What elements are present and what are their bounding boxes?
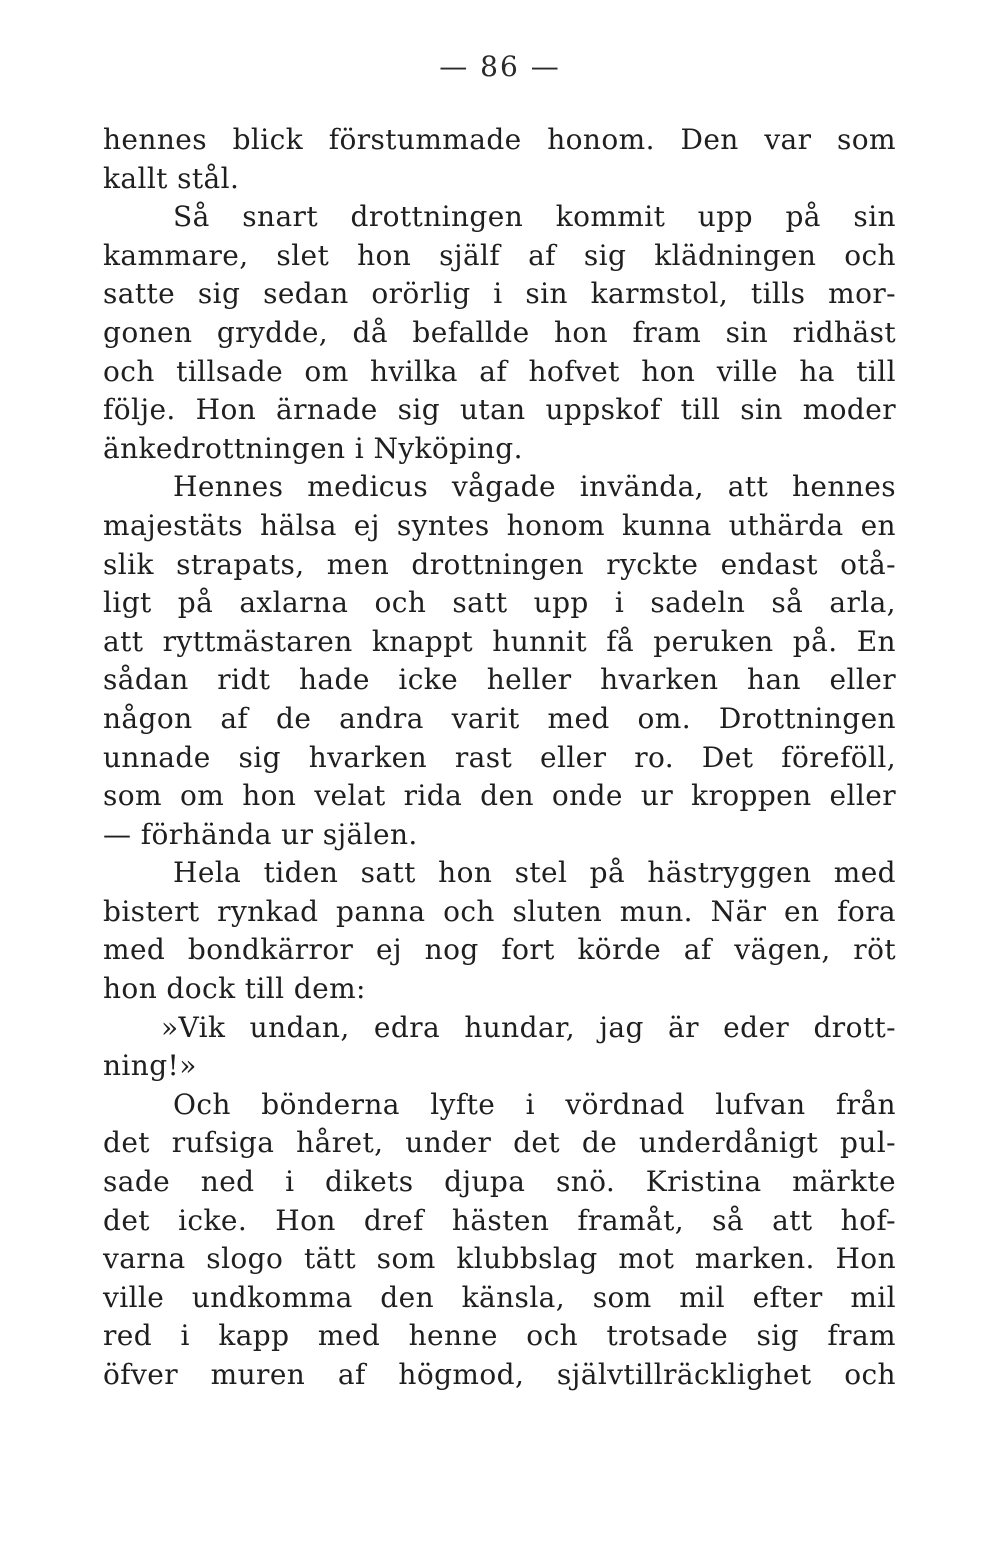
text-line: varna slogo tätt som klubbslag mot marken. Hon — [103, 1242, 896, 1276]
text-line: red i kapp med henne och trotsade sig fram — [103, 1319, 896, 1353]
text-line: med bondkärror ej nog fort körde af vägen, röt — [103, 933, 896, 967]
text-line: bistert rynkad panna och sluten mun. När en fora — [103, 894, 896, 928]
text-line: satte sig sedan orörlig i sin karmstol, tills mor- — [103, 277, 896, 311]
text-line: öfver muren af högmod, självtillräcklighet och — [103, 1358, 896, 1391]
text-line: sådan ridt hade icke heller hvarken han eller — [103, 663, 896, 697]
text-line: hennes blick förstummade honom. Den var som — [103, 123, 896, 156]
text-line: ville undkomma den känsla, som mil efter mil — [103, 1280, 896, 1314]
text-line: Hennes medicus vågade invända, att hennes — [173, 470, 896, 504]
text-line: följe. Hon ärnade sig utan uppskof till sin moder — [103, 393, 896, 427]
text-line: sade ned i dikets djupa snö. Kristina märkte — [103, 1165, 896, 1199]
text-line: hon dock till dem: — [103, 972, 366, 1006]
text-line: majestäts hälsa ej syntes honom kunna uthärda en — [103, 508, 896, 542]
text-line: någon af de andra varit med om. Drottningen — [103, 701, 896, 735]
text-line: det rufsiga håret, under det de underdånigt pul- — [103, 1126, 896, 1160]
text-line: Och bönderna lyfte i vördnad lufvan från — [173, 1087, 896, 1121]
text-line: gonen grydde, då befallde hon fram sin ridhäst — [103, 315, 896, 349]
text-line: — förhända ur själen. — [103, 817, 418, 851]
text-line: ligt på axlarna och satt upp i sadeln så arla, — [103, 586, 896, 620]
text-line: kammare, slet hon själf af sig klädningen och — [103, 238, 896, 272]
text-line: och tillsade om hvilka af hofvet hon ville ha till — [103, 354, 896, 388]
text-line: ning!» — [103, 1049, 197, 1083]
text-line: änkedrottningen i Nyköping. — [103, 431, 523, 465]
text-line: kallt stål. — [103, 161, 240, 195]
text-line: Hela tiden satt hon stel på hästryggen med — [173, 856, 896, 890]
text-line: det icke. Hon dref hästen framåt, så att hof- — [103, 1203, 896, 1237]
text-line: att ryttmästaren knappt hunnit få peruken på. En — [103, 624, 896, 658]
text-line: unnade sig hvarken rast eller ro. Det föreföll, — [103, 740, 896, 774]
page-number: — 86 — — [439, 50, 561, 83]
text-line: »Vik undan, edra hundar, jag är eder drott- — [161, 1010, 896, 1044]
body-text — [103, 121, 896, 1395]
text-line: slik strapats, men drottningen ryckte endast otå- — [103, 547, 896, 581]
text-line: Så snart drottningen kommit upp på sin — [173, 200, 896, 234]
text-line: som om hon velat rida den onde ur kroppen eller — [103, 779, 896, 813]
